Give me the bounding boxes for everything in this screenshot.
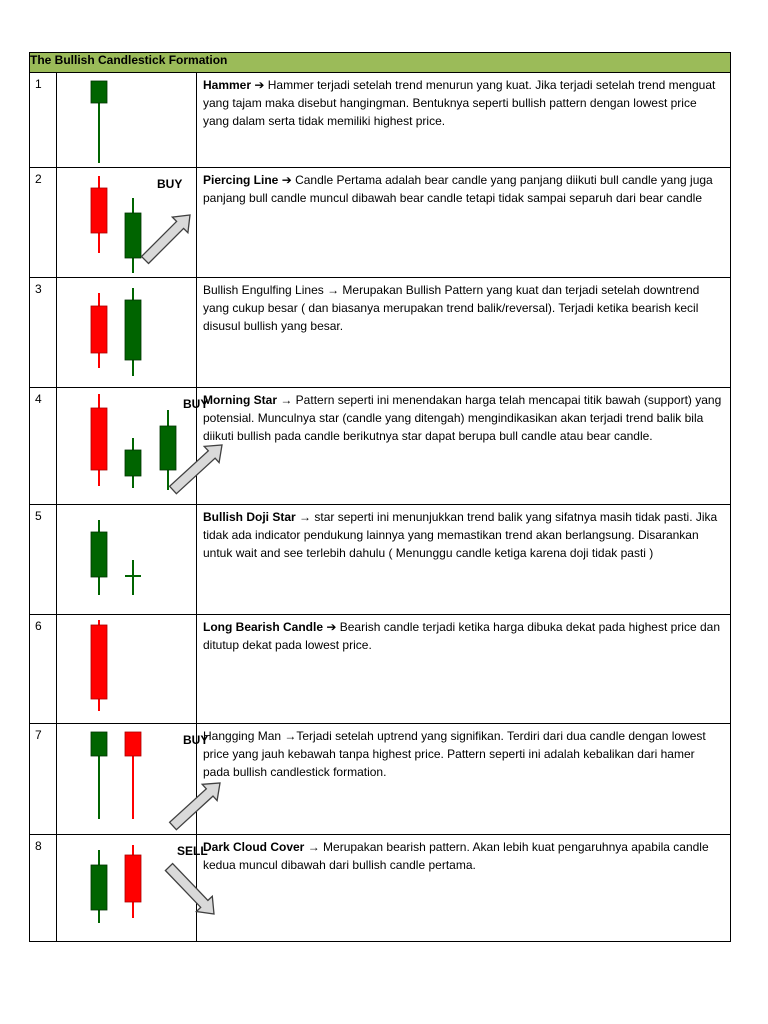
description-text: Bullish Engulfing Lines → Merupakan Bullish Pattern yang kuat dan terjadi setelah downtrend yang cukup besar ( dan biasanya merupakan trend balik/reversal). Terjadi ketika bearish kecil disusul bullish yang besar.: [203, 283, 700, 333]
table-row: [30, 724, 731, 835]
pattern-illustration: [57, 168, 197, 278]
description-text: Hangging Man →Terjadi setelah uptrend yang signifikan. Terdiri dari dua candle dengan lowest price yang jauh kebawah tanpa highest price. Pattern seperti ini adalah kebalikan dari hamer pada bullish candlestick formation.: [203, 729, 706, 779]
row-number: 1: [30, 73, 57, 168]
table-row: [30, 505, 731, 615]
pattern-description: [197, 615, 731, 724]
arrow-separator: →: [304, 840, 320, 854]
description-text: Merupakan bearish pattern. Akan lebih kuat pengaruhnya apabila candle kedua muncul dibawah dari bullish candle pertama.: [203, 840, 709, 872]
arrow-separator: →: [277, 393, 293, 407]
pattern-title: Morning Star: [203, 393, 277, 407]
table-row: [30, 73, 731, 168]
pattern-description: [197, 388, 731, 505]
table-row: [30, 388, 731, 505]
bear-candle: [125, 732, 141, 819]
candlestick-drawing: [57, 724, 209, 834]
pattern-title: Dark Cloud Cover: [203, 840, 305, 854]
bull-candle: [91, 81, 107, 163]
table-row: [30, 615, 731, 724]
signal-label: BUY: [183, 397, 209, 411]
pattern-title: Hammer: [203, 78, 252, 92]
candlestick-drawing: [57, 388, 209, 504]
bear-candle: [125, 845, 141, 918]
bull-candle: [125, 198, 141, 273]
candlestick-drawing: [57, 168, 197, 277]
signal-label: SELL: [177, 844, 208, 858]
description-text: Bearish candle terjadi ketika harga dibuka dekat pada highest price dan ditutup dekat pada lowest price.: [203, 620, 721, 652]
pattern-illustration: [57, 73, 197, 168]
pattern-description: [197, 724, 731, 835]
bear-candle: [91, 394, 107, 486]
arrow-separator: ➔: [278, 173, 292, 187]
bull-candle: [91, 520, 107, 595]
pattern-description: [197, 168, 731, 278]
candlestick-drawing: [57, 835, 208, 941]
pattern-illustration: [57, 724, 209, 835]
pattern-illustration: [57, 505, 197, 615]
bull-candle: [91, 850, 107, 923]
description-text: Candle Pertama adalah bear candle yang panjang diikuti bull candle yang juga panjang bull candle muncul dibawah bear candle tetapi tidak sampai separuh dari bear candle: [203, 173, 713, 205]
candlestick-drawing: [57, 73, 197, 167]
signal-label: BUY: [157, 177, 183, 191]
row-number: 7: [30, 724, 57, 835]
arrow-separator: →: [295, 510, 312, 524]
bull-candle: [160, 410, 176, 490]
arrow-separator: ➔: [251, 78, 265, 92]
description-text: star seperti ini menunjukkan trend balik yang sifatnya masih tidak pasti. Jika tidak ada indicator pendukung lainnya yang memastikan trend akan berlangsung. Disarankan untuk wait and see terlebih dahulu ( Menunggu candle ketiga karena doji tidak pasti ): [203, 510, 718, 560]
table-header-row: [30, 53, 731, 73]
doji-candle: [125, 560, 141, 595]
description-text: Hammer terjadi setelah trend menurun yang kuat. Jika terjadi setelah trend menguat yang tajam maka disebut hangingman. Bentuknya seperti bullish pattern dengan lowest price yang dalam serta tidak memiliki highest price.: [203, 78, 716, 128]
table-row: [30, 835, 731, 942]
description-text: Pattern seperti ini menendakan harga telah mencapai titik bawah (support) yang potensial. Munculnya star (candle yang ditengah) mengindikasikan akan terjadi trend balik bila diikuti bullish pada candle berikutnya star dapat berupa bull candle atau bear candle.: [203, 393, 722, 443]
signal-label: BUY: [183, 733, 209, 747]
pattern-description: [197, 278, 731, 388]
row-number: 3: [30, 278, 57, 388]
arrow-separator: ➔: [323, 620, 337, 634]
pattern-title: Bullish Doji Star: [203, 510, 296, 524]
up-arrow-icon: [142, 215, 191, 264]
pattern-illustration: [57, 615, 197, 724]
pattern-description: [197, 835, 731, 942]
bear-candle: [91, 293, 107, 368]
pattern-description: [197, 505, 731, 615]
bull-candle: [125, 438, 141, 488]
pattern-illustration: [57, 278, 197, 388]
bear-candle: [91, 176, 107, 253]
candlestick-table: [29, 52, 731, 942]
bear-candle: [91, 620, 107, 711]
bull-candle: [91, 732, 107, 819]
row-number: 2: [30, 168, 57, 278]
row-number: 6: [30, 615, 57, 724]
pattern-illustration: [57, 388, 209, 505]
pattern-illustration: [57, 835, 208, 942]
table-row: [30, 168, 731, 278]
candlestick-drawing: [57, 615, 197, 723]
table-row: [30, 278, 731, 388]
row-number: 5: [30, 505, 57, 615]
bull-candle: [125, 288, 141, 376]
table-title: The Bullish Candlestick Formation: [30, 53, 731, 73]
pattern-description: [197, 73, 731, 168]
row-number: 4: [30, 388, 57, 505]
pattern-title: Long Bearish Candle: [203, 620, 324, 634]
row-number: 8: [30, 835, 57, 942]
candlestick-drawing: [57, 278, 197, 387]
pattern-title: Piercing Line: [203, 173, 279, 187]
candlestick-drawing: [57, 505, 197, 614]
